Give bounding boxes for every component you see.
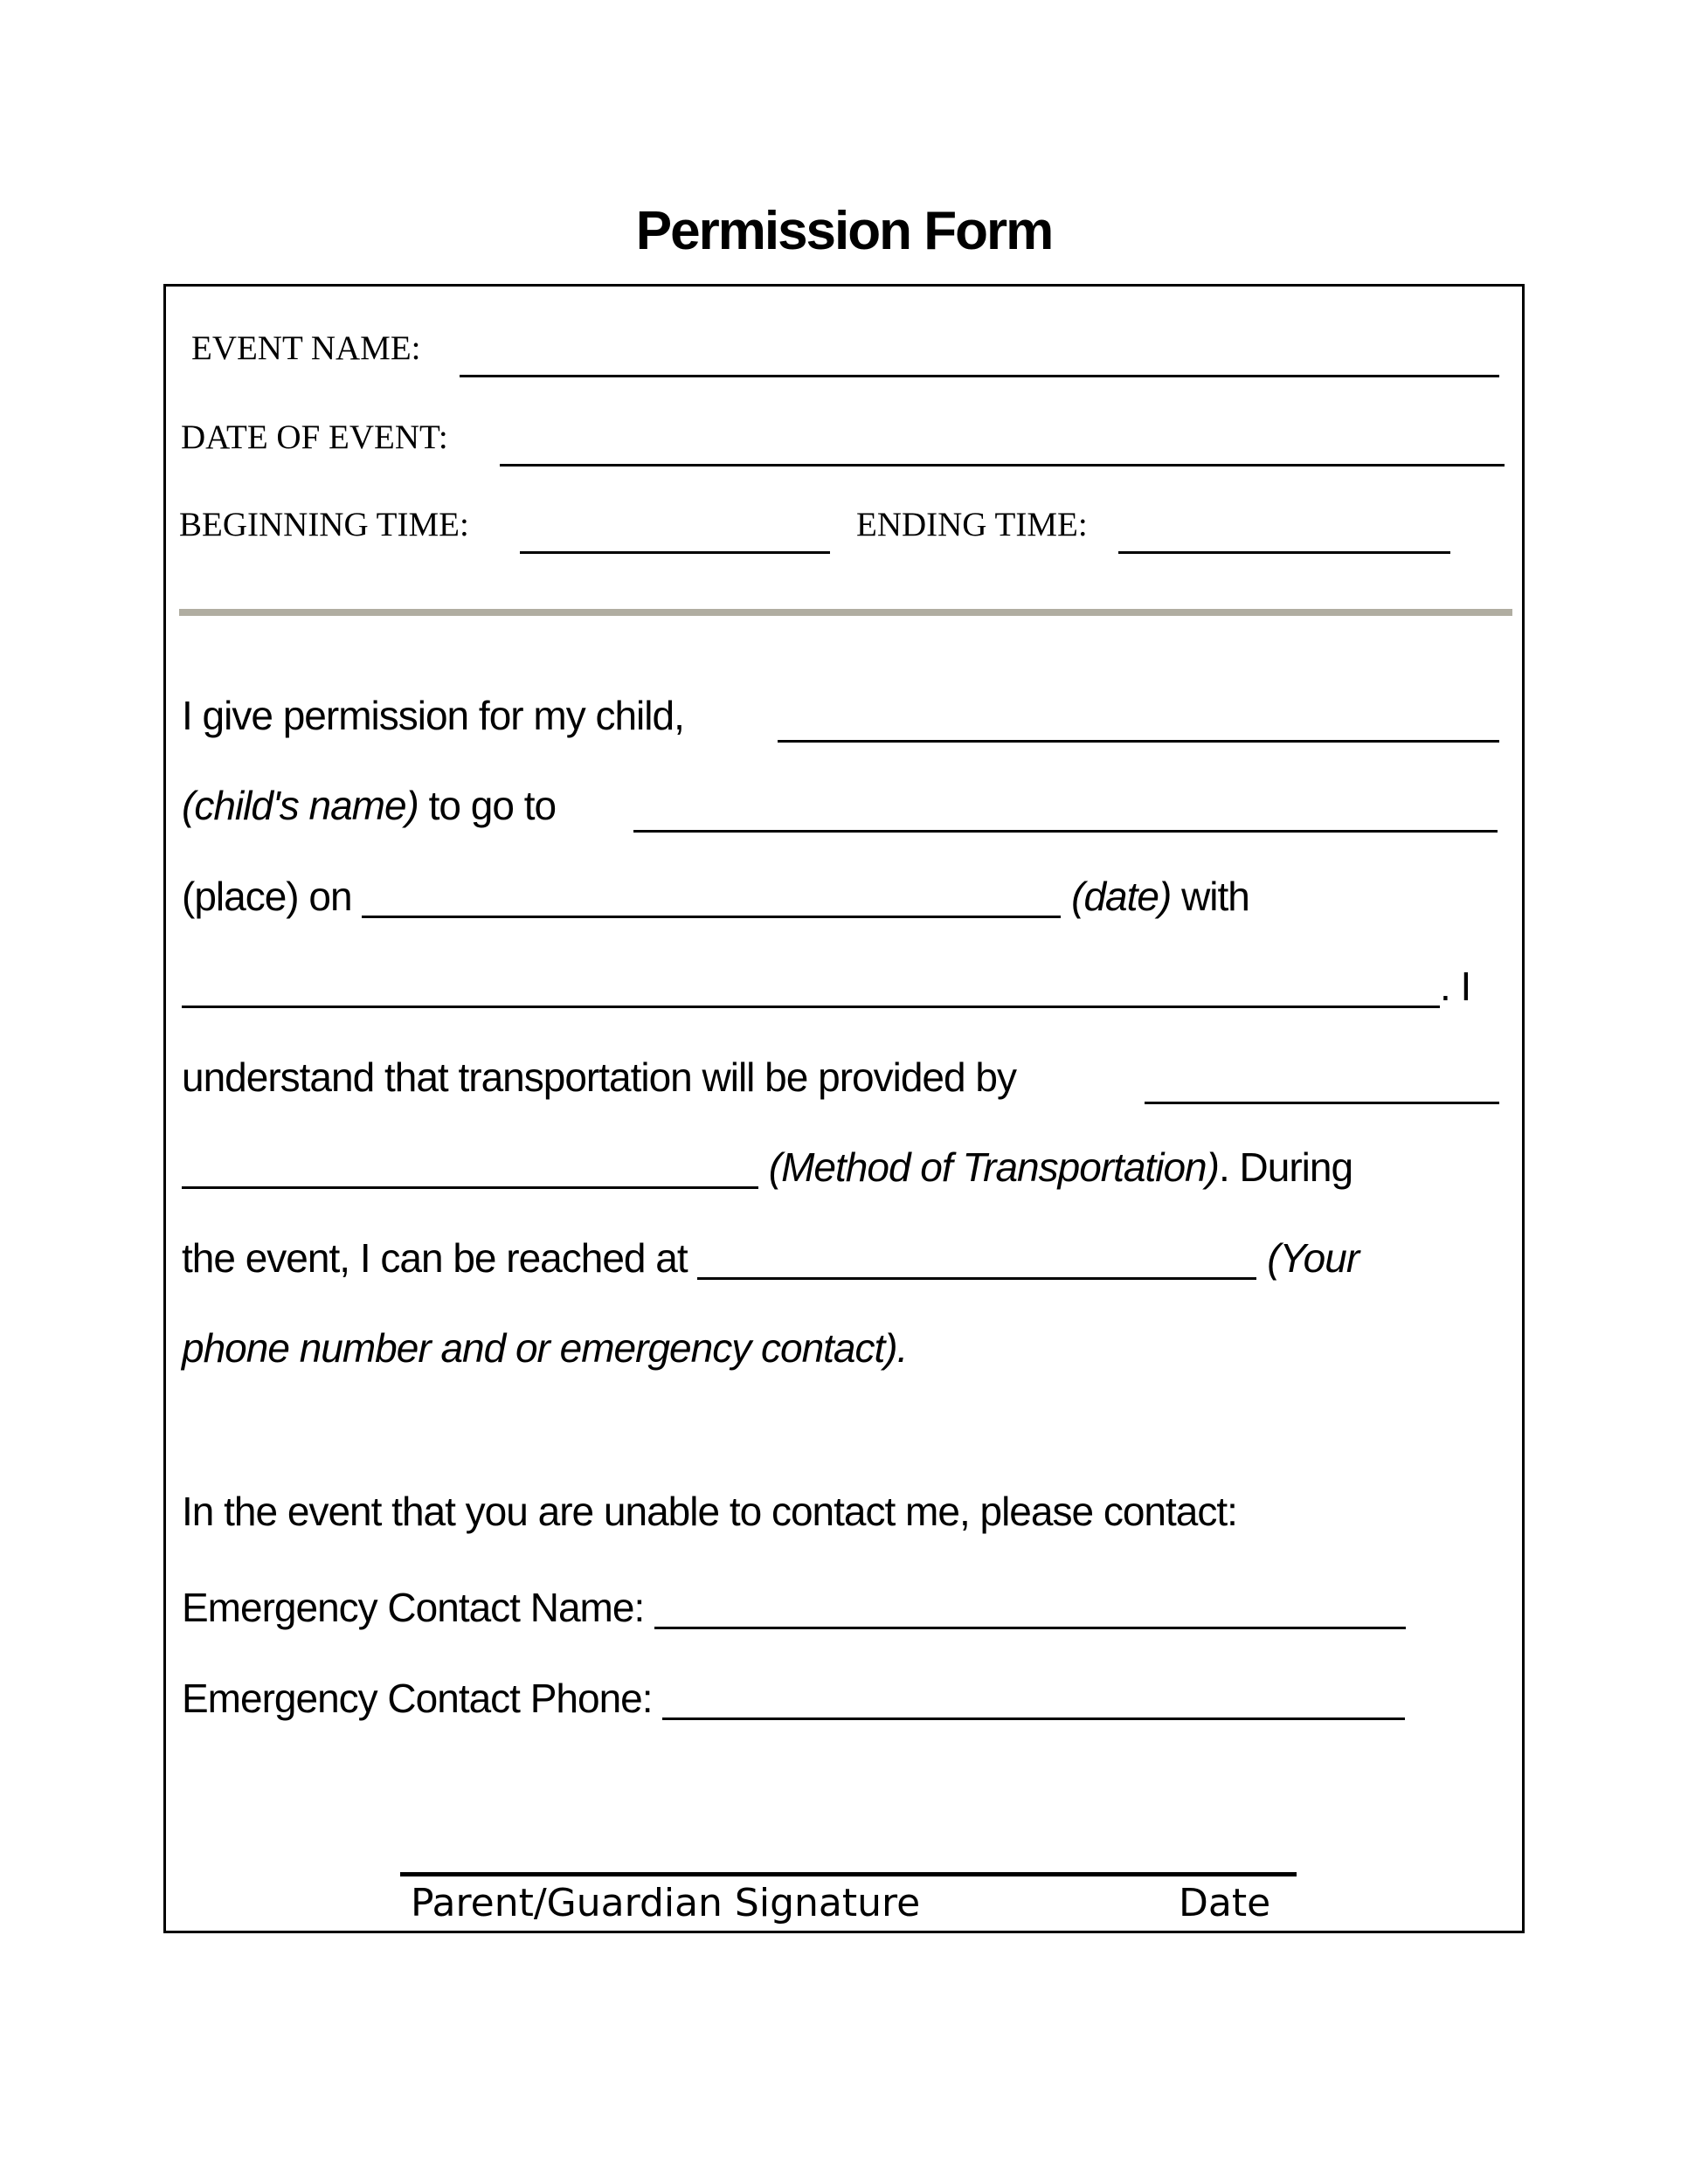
date-label: Date [1179,1881,1271,1925]
blank-field[interactable] [662,1716,1405,1720]
permission-line-5 [182,1055,1016,1099]
text-segment: (child's name) [182,783,419,828]
event-name-label: EVENT NAME: [191,329,421,367]
date-of-event-label: DATE OF EVENT: [181,418,448,456]
text-segment: (date) [1071,874,1172,919]
child-name-blank-line[interactable] [778,740,1499,743]
blank-field[interactable] [362,914,1061,918]
text-segment: the event, I can be reached at [182,1235,698,1281]
text-segment: Emergency Contact Phone: [182,1676,663,1721]
text-segment: (Your [1267,1235,1359,1281]
emergency-contact-phone-line [182,1676,1405,1720]
permission-line-6 [182,1145,1352,1189]
text-segment: (place) on [182,874,363,919]
form-title: Permission Form [635,201,1053,261]
place-blank-line[interactable] [633,830,1498,833]
blank-field[interactable] [182,1185,758,1189]
text-segment [1061,874,1071,919]
emergency-intro-text: In the event that you are unable to contact me, please contact: [182,1489,1237,1534]
blank-field[interactable] [654,1625,1406,1629]
text-segment: (Method of Transportation) [768,1144,1219,1190]
section-divider [179,609,1512,616]
text-segment: I give permission for my child, [182,693,684,738]
text-segment [758,1144,769,1190]
text-segment: . I [1440,964,1471,1009]
permission-line-3 [182,874,1249,918]
text-segment [1256,1235,1267,1281]
text-segment: understand that transportation will be provided by [182,1054,1016,1100]
text-segment: to go to [418,783,557,828]
blank-field[interactable] [697,1275,1256,1280]
emergency-contact-name-line [182,1586,1406,1629]
transportation-blank-line[interactable] [1145,1102,1499,1104]
beginning-time-blank-line[interactable] [520,551,830,554]
permission-form-box [163,284,1525,1933]
permission-line-1 [182,694,684,737]
text-segment: . During [1218,1144,1353,1190]
permission-line-7 [182,1236,1359,1280]
text-segment: phone number and or emergency contact). [182,1325,908,1371]
date-of-event-blank-line[interactable] [500,464,1505,467]
permission-line-4 [182,964,1470,1008]
text-segment: with [1171,874,1249,919]
permission-line-2 [182,784,556,827]
ending-time-label: ENDING TIME: [856,506,1088,543]
text-segment: Emergency Contact Name: [182,1585,655,1630]
signature-blank-line[interactable] [400,1872,1297,1876]
event-name-blank-line[interactable] [460,375,1499,377]
parent-guardian-signature-label: Parent/Guardian Signature [411,1881,921,1925]
blank-field[interactable] [182,1004,1440,1008]
ending-time-blank-line[interactable] [1118,551,1450,554]
permission-line-8 [182,1326,907,1370]
beginning-time-label: BEGINNING TIME: [179,506,469,543]
